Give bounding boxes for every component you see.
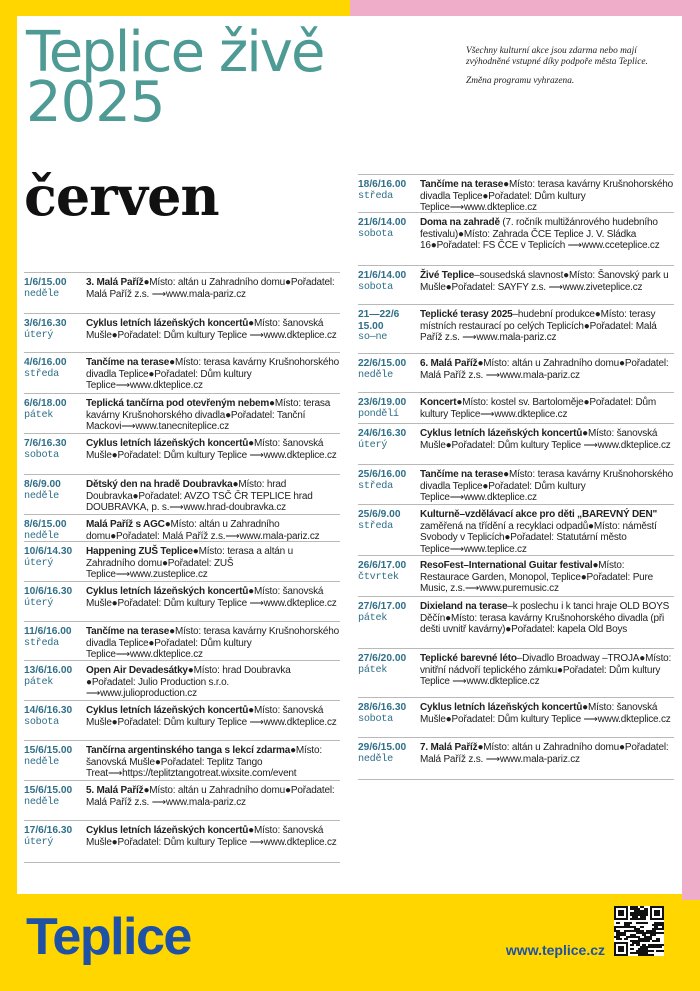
event-when	[24, 705, 84, 728]
event-name: Tančíme na terase	[86, 626, 170, 637]
event-name: Koncert	[420, 397, 457, 408]
event-row	[358, 174, 674, 213]
event-description	[420, 309, 676, 344]
event-day: neděle	[24, 490, 59, 502]
event-row	[358, 423, 674, 465]
event-row	[358, 555, 674, 597]
month-heading: červen	[24, 164, 219, 228]
event-name: Teplické barevné léto	[420, 653, 517, 664]
event-when	[24, 318, 84, 341]
event-row	[24, 352, 340, 394]
event-name: Teplická tančírna pod otevřeným nebem	[86, 398, 270, 409]
event-details: ●Místo: šanovská Mušle●Pořadatel: Teplitz Tango Treat⟶https://teplitztangotreat.wixsite.com/event	[86, 745, 322, 779]
event-when	[358, 560, 418, 583]
event-details: ●Místo: altán u Zahradního domu●Pořadatel: Malá Paříž z.s. ⟶www.mala-pariz.cz	[420, 358, 669, 381]
event-row	[358, 392, 674, 424]
event-row	[24, 313, 340, 353]
event-name: Tančírna argentinského tanga s lekcí zdarma	[86, 745, 291, 756]
event-description	[86, 665, 342, 700]
event-day: sobota	[358, 713, 393, 725]
qr-code-graphic	[614, 906, 664, 956]
event-when	[358, 270, 418, 293]
event-date: 21—22/6 15.00	[358, 309, 400, 332]
event-row	[24, 660, 340, 701]
event-day: pondělí	[358, 408, 399, 420]
event-description	[420, 217, 676, 252]
event-name: 6. Malá Paříž	[420, 358, 478, 369]
event-when	[24, 398, 84, 421]
event-when	[358, 509, 418, 532]
event-name: Cyklus letních lázeňských koncertů	[86, 705, 249, 716]
event-description	[420, 560, 676, 595]
website-link[interactable]: www.teplice.cz	[505, 942, 605, 958]
event-name: Kulturně–vzdělávací akce pro děti „BAREVNÝ DEN"	[420, 509, 658, 520]
poster-title	[26, 20, 324, 135]
event-day: úterý	[24, 597, 54, 609]
event-row	[24, 581, 340, 622]
event-day: středa	[24, 368, 59, 380]
qr-code[interactable]	[614, 906, 664, 956]
event-when	[24, 665, 84, 688]
event-description	[86, 745, 342, 780]
event-date: 11/6/16.00	[24, 626, 72, 637]
event-row	[358, 504, 674, 556]
event-details: ●Místo: terasa kavárny Krušnohorského divadla Teplice●Pořadatel: Dům kultury Teplice⟶www.dkteplice.cz	[420, 179, 673, 213]
event-description	[420, 179, 676, 214]
event-details: –hudební produkce●Místo: terasy místních restaurací po celých Teplicích●Pořadatel: Malá Paříž z.s. ⟶www.mala-pariz.cz	[420, 309, 657, 343]
event-when	[24, 546, 84, 569]
event-details: ●Místo: Restaurace Garden, Monopol, Teplice●Pořadatel: Pure Music, z.s.⟶www.puremusic.cz	[420, 560, 654, 594]
event-when	[24, 479, 84, 502]
event-description	[86, 479, 342, 514]
event-name: Cyklus letních lázeňských koncertů	[420, 428, 583, 439]
event-row	[24, 700, 340, 741]
event-row	[24, 780, 340, 821]
event-day: pátek	[24, 409, 54, 421]
pink-top-band	[350, 0, 700, 16]
event-date: 6/6/18.00	[24, 398, 67, 409]
event-day: neděle	[24, 756, 59, 768]
event-day: pátek	[358, 612, 388, 624]
event-description	[86, 519, 342, 542]
event-when	[358, 309, 418, 344]
info-note-change: Změna programu vyhrazena.	[466, 76, 575, 86]
event-when	[358, 469, 418, 492]
event-when	[358, 702, 418, 725]
event-date: 27/6/20.00	[358, 653, 407, 664]
event-details: ●Místo: terasa a altán u Zahradního domu●Pořadatel: ZUŠ Teplice⟶www.zusteplice.cz	[86, 546, 293, 580]
event-day: neděle	[358, 369, 393, 381]
event-description	[420, 509, 676, 555]
event-day: sobota	[358, 228, 393, 240]
event-row	[24, 474, 340, 515]
event-day: neděle	[24, 288, 59, 300]
event-date: 4/6/16.00	[24, 357, 67, 368]
event-when	[24, 626, 84, 649]
event-when	[24, 519, 84, 542]
event-details: –Divadlo Broadway –TROJA●Místo: vnitřní nádvoří teplického zámku●Pořadatel: Dům kultury Teplice ⟶www.dkteplice.cz	[420, 653, 672, 687]
event-details: ●Místo: šanovská Mušle●Pořadatel: Dům kultury Teplice ⟶www.dkteplice.cz	[420, 428, 671, 451]
event-row	[358, 648, 674, 698]
event-description	[420, 742, 676, 765]
event-row	[24, 272, 340, 314]
event-description	[420, 270, 676, 293]
event-date: 22/6/15.00	[358, 358, 407, 369]
event-description	[420, 702, 676, 725]
event-row	[358, 596, 674, 649]
event-day: sobota	[358, 281, 393, 293]
event-name: Cyklus letních lázeňských koncertů	[86, 438, 249, 449]
event-name: Dixieland na terase	[420, 601, 508, 612]
event-description	[86, 825, 342, 848]
event-when	[24, 438, 84, 461]
event-date: 14/6/16.30	[24, 705, 73, 716]
event-details: ●Místo: šanovská Mušle●Pořadatel: Dům kultury Teplice ⟶www.dkteplice.cz	[86, 438, 337, 461]
event-day: úterý	[358, 439, 388, 451]
event-row	[358, 304, 674, 354]
event-when	[358, 601, 418, 624]
event-row	[358, 464, 674, 505]
event-date: 26/6/17.00	[358, 560, 407, 571]
event-date: 7/6/16.30	[24, 438, 67, 449]
title-line-1: Teplice živě	[26, 20, 324, 85]
event-name: Happening ZUŠ Teplice	[86, 546, 193, 557]
event-day: neděle	[24, 796, 59, 808]
event-description	[86, 705, 342, 728]
event-description	[86, 586, 342, 609]
event-date: 10/6/14.30	[24, 546, 73, 557]
event-date: 25/6/9.00	[358, 509, 401, 520]
event-day: sobota	[24, 716, 59, 728]
event-description	[86, 398, 342, 433]
event-when	[358, 179, 418, 202]
title-line-2: 2025	[26, 70, 165, 135]
event-details: zaměřená na třídění a recyklaci odpadů●Místo: náměstí Svobody v Teplicích●Pořadatel: Statutární město Teplice⟶www.teplice.cz	[420, 520, 657, 555]
event-details: ●Místo: šanovská Mušle●Pořadatel: Dům kultury Teplice ⟶www.dkteplice.cz	[86, 586, 337, 609]
event-description	[86, 785, 342, 808]
event-details: ●Místo: terasa kavárny Krušnohorského divadla Teplice●Pořadatel: Dům kultury Teplice⟶www.dkteplice.cz	[420, 469, 673, 503]
event-description	[86, 318, 342, 341]
event-details: ●Místo: kostel sv. Bartoloměje●Pořadatel: Dům kultury Teplice⟶www.dkteplice.cz	[420, 397, 657, 420]
event-name: Doma na zahradě	[420, 217, 500, 228]
event-name: 7. Malá Paříž	[420, 742, 478, 753]
event-name: Cyklus letních lázeňských koncertů	[86, 586, 249, 597]
event-description	[86, 626, 342, 661]
event-when	[358, 217, 418, 240]
event-name: Tančíme na terase	[86, 357, 170, 368]
info-note-free: Všechny kulturní akce jsou zdarma nebo mají zvýhodněné vstupné díky podpoře města Teplice.	[466, 46, 648, 67]
event-details: ●Místo: altán u Zahradního domu●Pořadatel: Malá Paříž z.s.⟶www.mala-pariz.cz	[86, 519, 320, 542]
event-when	[24, 586, 84, 609]
event-details: ●Místo: šanovská Mušle●Pořadatel: Dům kultury Teplice ⟶www.dkteplice.cz	[420, 702, 671, 725]
event-date: 28/6/16.30	[358, 702, 407, 713]
event-description	[420, 358, 676, 381]
event-details: ●Místo: altán u Zahradního domu●Pořadatel: Malá Paříž z.s. ⟶www.mala-pariz.cz	[86, 277, 335, 300]
event-day: pátek	[24, 676, 54, 688]
event-date: 10/6/16.30	[24, 586, 73, 597]
event-name: 5. Malá Paříž	[86, 785, 144, 796]
event-details: ●Místo: terasa kavárny Krušnohorského divadla Teplice●Pořadatel: Dům kultury Teplice⟶www.dkteplice.cz	[86, 357, 339, 391]
event-day: čtvrtek	[358, 571, 399, 583]
event-date: 21/6/14.00	[358, 270, 407, 281]
event-details: ●Místo: šanovská Mušle●Pořadatel: Dům kultury Teplice ⟶www.dkteplice.cz	[86, 705, 337, 728]
event-details: (7. ročník multižánrového hudebního festivalu)●Místo: Zahrada ČCE Teplice J. V. Sládka 16●Pořadatel: FS ČCE v Teplicích ⟶www.cceteplice.cz	[420, 217, 660, 251]
event-date: 13/6/16.00	[24, 665, 73, 676]
event-date: 18/6/16.00	[358, 179, 407, 190]
event-details: –k poslechu i k tanci hraje OLD BOYS Děčín●Místo: terasa kavárny Krušnohorského divadla (při dešti uvnitř kavárny)●Pořadatel: kapela Old Boys	[420, 601, 670, 635]
event-details: ●Místo: terasa kavárny Krušnohorského divadla Teplice●Pořadatel: Dům kultury Teplice⟶www.dkteplice.cz	[86, 626, 339, 660]
event-day: úterý	[24, 557, 54, 569]
event-details: ●Místo: altán u Zahradního domu●Pořadatel: Malá Paříž z.s. ⟶www.mala-pariz.cz	[420, 742, 669, 765]
event-row	[358, 353, 674, 393]
event-row	[24, 621, 340, 661]
event-description	[420, 601, 676, 636]
event-day: středa	[358, 190, 393, 202]
event-name: Cyklus letních lázeňských koncertů	[86, 825, 249, 836]
event-day: úterý	[24, 836, 54, 848]
event-date: 21/6/14.00	[358, 217, 407, 228]
event-date: 15/6/15.00	[24, 745, 73, 756]
event-day: pátek	[358, 664, 388, 676]
event-details: ●Místo: terasa kavárny Krušnohorského divadla●Pořadatel: Tanční Mackovi⟶www.tanecniteplice.cz	[86, 398, 331, 432]
event-description	[420, 469, 676, 504]
teplice-logo: Teplice	[26, 908, 191, 966]
event-name: Cyklus letních lázeňských koncertů	[420, 702, 583, 713]
event-row	[24, 433, 340, 475]
event-date: 23/6/19.00	[358, 397, 407, 408]
event-row	[24, 740, 340, 781]
event-description	[86, 438, 342, 461]
event-name: Cyklus letních lázeňských koncertů	[86, 318, 249, 329]
event-name: Tančíme na terase	[420, 469, 504, 480]
event-when	[24, 745, 84, 768]
event-description	[86, 546, 342, 581]
event-when	[358, 358, 418, 381]
event-date: 29/6/15.00	[358, 742, 407, 753]
event-name: ResoFest–International Guitar festival	[420, 560, 593, 571]
event-when	[358, 653, 418, 676]
event-details: ●Místo: šanovská Mušle●Pořadatel: Dům kultury Teplice ⟶www.dkteplice.cz	[86, 318, 337, 341]
event-details: ●Místo: šanovská Mušle●Pořadatel: Dům kultury Teplice ⟶www.dkteplice.cz	[86, 825, 337, 848]
event-day: so—ne	[358, 332, 388, 343]
event-name: Živé Teplice	[420, 270, 475, 281]
event-when	[358, 428, 418, 451]
event-details: –sousedská slavnost●Místo: Šanovský park u Mušle●Pořadatel: SAYFY z.s. ⟶www.ziveteplice.cz	[420, 270, 669, 293]
event-row	[358, 212, 674, 266]
event-date: 1/6/15.00	[24, 277, 67, 288]
event-day: středa	[358, 480, 393, 492]
event-details: ●Místo: hrad Doubravka ●Pořadatel: Julio Production s.r.o. ⟶www.julioproduction.cz	[86, 665, 291, 699]
event-day: sobota	[24, 449, 59, 461]
event-day: úterý	[24, 329, 54, 341]
event-details: ●Místo: hrad Doubravka●Pořadatel: AVZO TSČ ČR TEPLICE hrad DOUBRAVKA, p. s.⟶www.hrad-doubravka.cz	[86, 479, 313, 513]
event-row	[24, 541, 340, 582]
event-when	[358, 742, 418, 765]
event-name: Tančíme na terase	[420, 179, 504, 190]
event-date: 24/6/16.30	[358, 428, 407, 439]
event-date: 8/6/9.00	[24, 479, 61, 490]
event-when	[24, 785, 84, 808]
event-day: středa	[358, 520, 393, 532]
event-day: středa	[24, 637, 59, 649]
event-date: 17/6/16.30	[24, 825, 73, 836]
event-row	[24, 514, 340, 542]
event-date: 3/6/16.30	[24, 318, 67, 329]
event-date: 8/6/15.00	[24, 519, 67, 530]
event-name: Malá Paříž s AGC	[86, 519, 165, 530]
event-name: Teplické terasy 2025	[420, 309, 513, 320]
event-date: 27/6/17.00	[358, 601, 407, 612]
event-row	[24, 820, 340, 863]
event-when	[24, 277, 84, 300]
event-row	[358, 265, 674, 305]
event-when	[24, 357, 84, 380]
event-name: Dětský den na hradě Doubravka	[86, 479, 233, 490]
event-description	[420, 428, 676, 451]
event-when	[358, 397, 418, 420]
event-description	[86, 357, 342, 392]
event-details: ●Místo: altán u Zahradního domu●Pořadatel: Malá Paříž z.s. ⟶www.mala-pariz.cz	[86, 785, 335, 808]
pink-side-band	[682, 0, 700, 900]
event-date: 15/6/15.00	[24, 785, 73, 796]
event-row	[24, 393, 340, 434]
event-day: neděle	[24, 530, 59, 542]
info-note	[466, 46, 666, 87]
event-description	[420, 653, 676, 688]
event-row	[358, 697, 674, 738]
event-description	[420, 397, 676, 420]
event-when	[24, 825, 84, 848]
event-name: Open Air Devadesátky	[86, 665, 188, 676]
event-name: 3. Malá Paříž	[86, 277, 144, 288]
event-date: 25/6/16.00	[358, 469, 407, 480]
event-description	[86, 277, 342, 300]
event-row	[358, 737, 674, 780]
event-day: neděle	[358, 753, 393, 765]
